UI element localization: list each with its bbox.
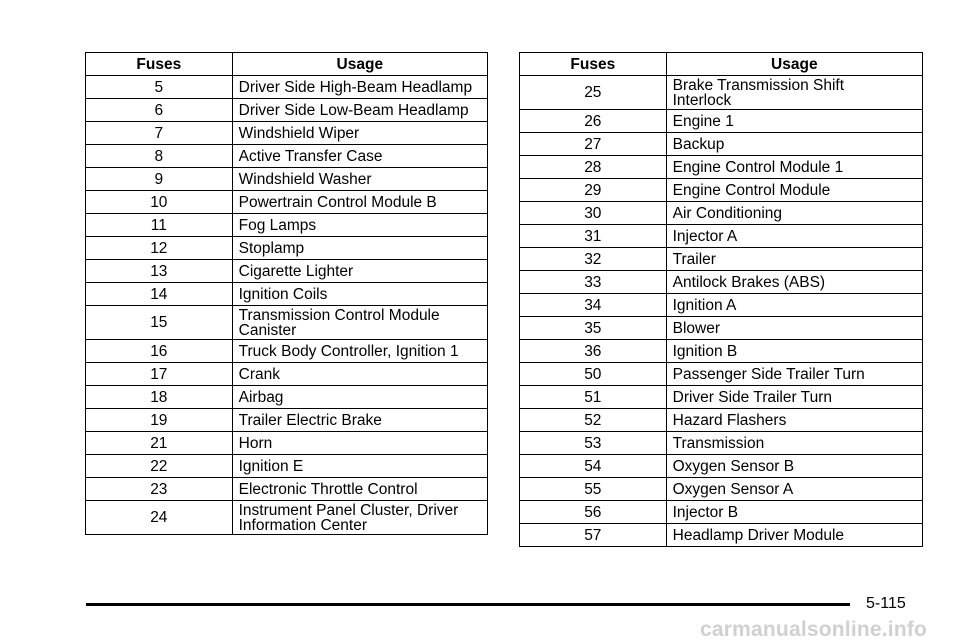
table-row [520, 76, 923, 110]
fuse-number: 16 [86, 340, 233, 363]
fuse-table-right [519, 52, 923, 547]
fuse-number: 53 [520, 432, 667, 455]
fuse-usage: Trailer [666, 248, 922, 271]
table-row [520, 363, 923, 386]
fuse-number: 24 [86, 501, 233, 535]
table-row [86, 76, 488, 99]
fuse-number: 25 [520, 76, 667, 110]
fuse-usage: Engine Control Module 1 [666, 156, 922, 179]
fuse-number: 50 [520, 363, 667, 386]
fuse-number: 54 [520, 455, 667, 478]
table-row [86, 363, 488, 386]
fuse-table-left [85, 52, 488, 535]
table-header-row [86, 53, 488, 76]
fuse-usage: Headlamp Driver Module [666, 524, 922, 547]
table-row [520, 248, 923, 271]
fuse-usage: Engine Control Module [666, 179, 922, 202]
fuse-number: 23 [86, 478, 233, 501]
fuse-number: 28 [520, 156, 667, 179]
fuse-usage: Injector B [666, 501, 922, 524]
table-row [520, 409, 923, 432]
fuse-number: 27 [520, 133, 667, 156]
fuse-usage: Powertrain Control Module B [232, 191, 487, 214]
fuse-number: 10 [86, 191, 233, 214]
page-number: 5-115 [866, 595, 906, 612]
table-row [86, 191, 488, 214]
fuse-number: 34 [520, 294, 667, 317]
fuse-number: 52 [520, 409, 667, 432]
fuse-number: 51 [520, 386, 667, 409]
footer-rule [86, 603, 850, 606]
fuse-usage: Electronic Throttle Control [232, 478, 487, 501]
table-row [520, 133, 923, 156]
table-row [86, 340, 488, 363]
fuse-usage: Horn [232, 432, 487, 455]
fuse-usage: Trailer Electric Brake [232, 409, 487, 432]
table-row [520, 271, 923, 294]
fuse-usage: Driver Side Low-Beam Headlamp [232, 99, 487, 122]
fuse-usage: Crank [232, 363, 487, 386]
table-row [520, 156, 923, 179]
fuse-usage: Windshield Wiper [232, 122, 487, 145]
fuse-number: 57 [520, 524, 667, 547]
table-row [520, 478, 923, 501]
fuse-number: 14 [86, 283, 233, 306]
table-row [86, 214, 488, 237]
fuse-number: 17 [86, 363, 233, 386]
fuse-number: 33 [520, 271, 667, 294]
fuse-usage: Ignition A [666, 294, 922, 317]
fuse-number: 15 [86, 306, 233, 340]
fuse-usage: Oxygen Sensor B [666, 455, 922, 478]
watermark: carmanualsonline.info [700, 618, 928, 641]
fuse-number: 12 [86, 237, 233, 260]
fuse-number: 22 [86, 455, 233, 478]
fuse-number: 9 [86, 168, 233, 191]
fuse-number: 8 [86, 145, 233, 168]
table-row [520, 501, 923, 524]
table-row [520, 110, 923, 133]
table-row [520, 202, 923, 225]
fuse-usage: Transmission [666, 432, 922, 455]
fuse-number: 30 [520, 202, 667, 225]
fuse-usage: Blower [666, 317, 922, 340]
fuse-usage: Brake Transmission Shift Interlock [666, 76, 922, 110]
fuse-usage: Instrument Panel Cluster, Driver Information Center [232, 501, 487, 535]
fuse-usage: Passenger Side Trailer Turn [666, 363, 922, 386]
fuse-number: 6 [86, 99, 233, 122]
table-row [520, 317, 923, 340]
fuse-usage: Active Transfer Case [232, 145, 487, 168]
fuse-usage: Truck Body Controller, Ignition 1 [232, 340, 487, 363]
table-row [520, 294, 923, 317]
table-row [86, 260, 488, 283]
table-header-row [520, 53, 923, 76]
table-row [86, 145, 488, 168]
fuse-number: 18 [86, 386, 233, 409]
table-row [520, 225, 923, 248]
table-row [520, 386, 923, 409]
fuse-number: 21 [86, 432, 233, 455]
column-header-fuses: Fuses [86, 53, 233, 76]
fuse-number: 29 [520, 179, 667, 202]
table-row [86, 409, 488, 432]
table-row [520, 340, 923, 363]
fuse-number: 36 [520, 340, 667, 363]
fuse-usage: Windshield Washer [232, 168, 487, 191]
fuse-number: 7 [86, 122, 233, 145]
fuse-number: 11 [86, 214, 233, 237]
fuse-number: 13 [86, 260, 233, 283]
fuse-number: 31 [520, 225, 667, 248]
fuse-number: 55 [520, 478, 667, 501]
table-row [86, 306, 488, 340]
fuse-usage: Transmission Control Module Canister [232, 306, 487, 340]
fuse-usage: Airbag [232, 386, 487, 409]
fuse-usage: Ignition Coils [232, 283, 487, 306]
fuse-usage: Ignition B [666, 340, 922, 363]
table-row [86, 168, 488, 191]
table-row [520, 179, 923, 202]
fuse-usage: Antilock Brakes (ABS) [666, 271, 922, 294]
fuse-number: 26 [520, 110, 667, 133]
table-row [520, 432, 923, 455]
table-row [86, 501, 488, 535]
column-header-fuses: Fuses [520, 53, 667, 76]
fuse-usage: Engine 1 [666, 110, 922, 133]
fuse-usage: Stoplamp [232, 237, 487, 260]
fuse-number: 32 [520, 248, 667, 271]
table-row [86, 122, 488, 145]
fuse-usage: Air Conditioning [666, 202, 922, 225]
fuse-usage: Hazard Flashers [666, 409, 922, 432]
fuse-number: 5 [86, 76, 233, 99]
table-row [86, 455, 488, 478]
fuse-number: 19 [86, 409, 233, 432]
table-row [86, 432, 488, 455]
fuse-usage: Oxygen Sensor A [666, 478, 922, 501]
fuse-usage: Fog Lamps [232, 214, 487, 237]
fuse-usage: Driver Side High-Beam Headlamp [232, 76, 487, 99]
column-header-usage: Usage [232, 53, 487, 76]
table-row [86, 99, 488, 122]
table-row [520, 455, 923, 478]
fuse-number: 35 [520, 317, 667, 340]
fuse-usage: Injector A [666, 225, 922, 248]
fuse-usage: Driver Side Trailer Turn [666, 386, 922, 409]
fuse-usage: Cigarette Lighter [232, 260, 487, 283]
fuse-usage: Ignition E [232, 455, 487, 478]
table-row [86, 478, 488, 501]
table-row [86, 386, 488, 409]
table-row [520, 524, 923, 547]
fuse-number: 56 [520, 501, 667, 524]
table-row [86, 283, 488, 306]
fuse-usage: Backup [666, 133, 922, 156]
column-header-usage: Usage [666, 53, 922, 76]
table-row [86, 237, 488, 260]
